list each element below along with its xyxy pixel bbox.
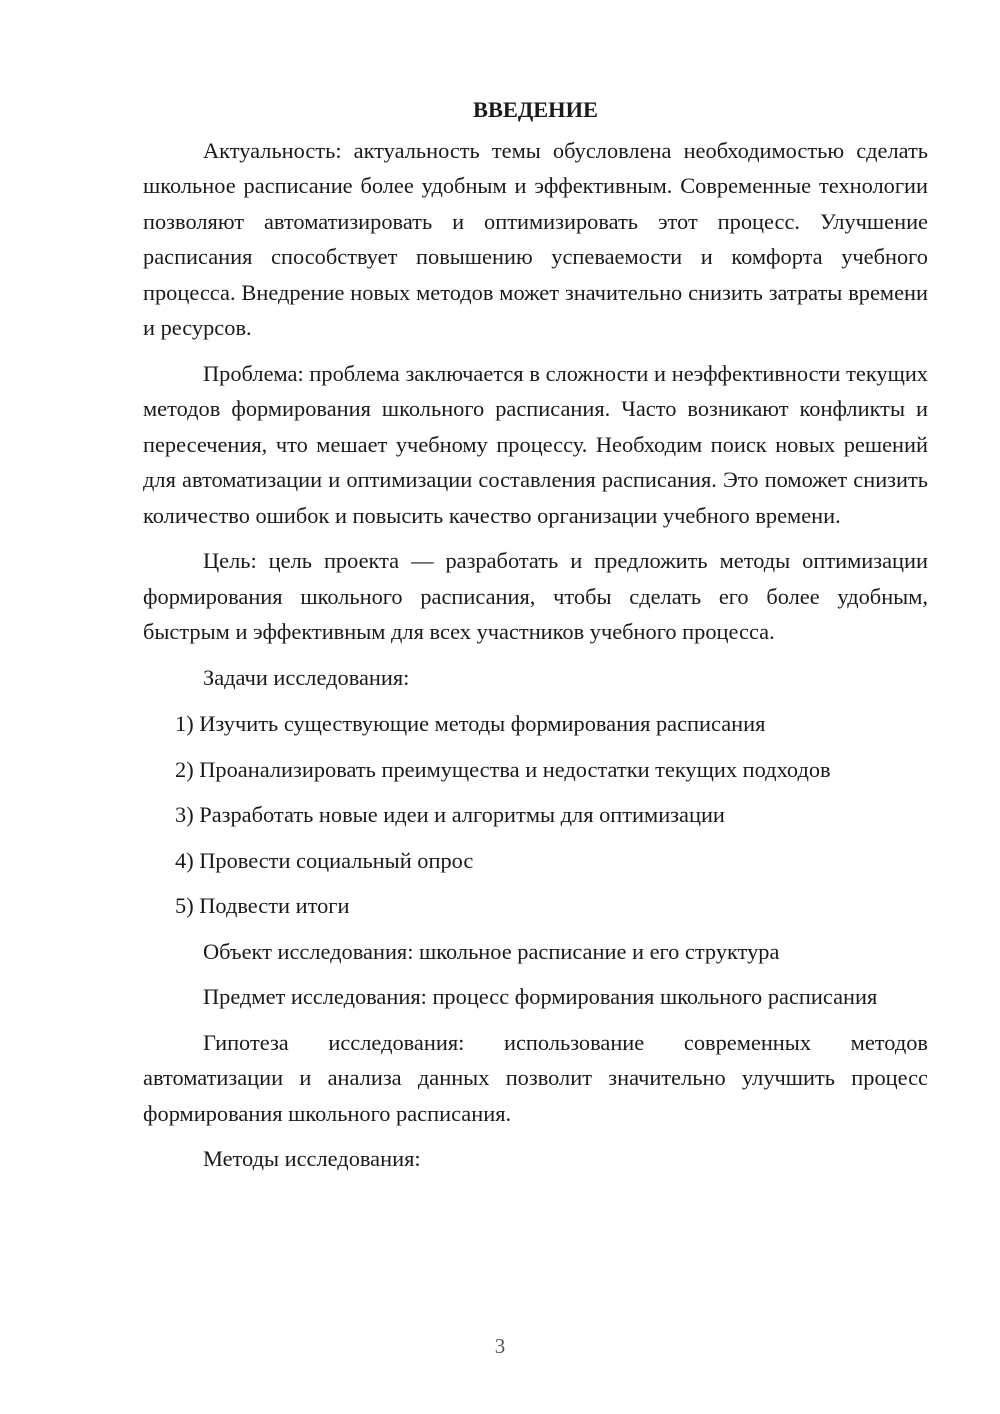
relevance-paragraph: Актуальность: актуальность темы обусловлена необходимостью сделать школьное расписание более удобным и эффективным. Современные технологии позволяют автоматизировать и оптимизировать этот процесс. Улучшение расписания способствует повышению успеваемости и комфорта учебного процесса. Внедрение новых методов может значительно снизить затраты времени и ресурсов. [143,137,928,340]
document-body [143,92,928,1177]
list-item: 3) Разработать новые идеи и алгоритмы для оптимизации [175,802,725,827]
tasks-list [143,706,928,924]
object-paragraph: Объект исследования: школьное расписание и его структура [203,938,780,964]
page-title: ВВЕДЕНИЕ [473,97,598,122]
tasks-title: Задачи исследования: [203,664,410,690]
goal-paragraph: Цель: цель проекта — разработать и предложить методы оптимизации формирования школьного расписания, чтобы сделать его более удобным, быстрым и эффективным для всех участников учебного процесса. [143,548,928,644]
list-item: 1) Изучить существующие методы формирования расписания [175,711,766,736]
list-item: 5) Подвести итоги [175,893,350,918]
list-item: 4) Провести социальный опрос [175,847,474,873]
problem-paragraph: Проблема: проблема заключается в сложности и неэффективности текущих методов формирования школьного расписания. Часто возникают конфликты и пересечения, что мешает учебному процессу. Необходим поиск новых решений для автоматизации и оптимизации составления расписания. Это поможет снизить количество ошибок и повысить качество организации учебного времени. [143,360,928,528]
methods-title: Методы исследования: [203,1146,421,1171]
page-number: 3 [494,1334,506,1358]
list-item: 2) Проанализировать преимущества и недостатки текущих подходов [175,756,831,782]
subject-paragraph: Предмет исследования: процесс формирования школьного расписания [203,984,878,1009]
hypothesis-paragraph: Гипотеза исследования: использование современных методов автоматизации и анализа данных позволит значительно улучшить процесс формирования школьного расписания. [143,1029,928,1126]
